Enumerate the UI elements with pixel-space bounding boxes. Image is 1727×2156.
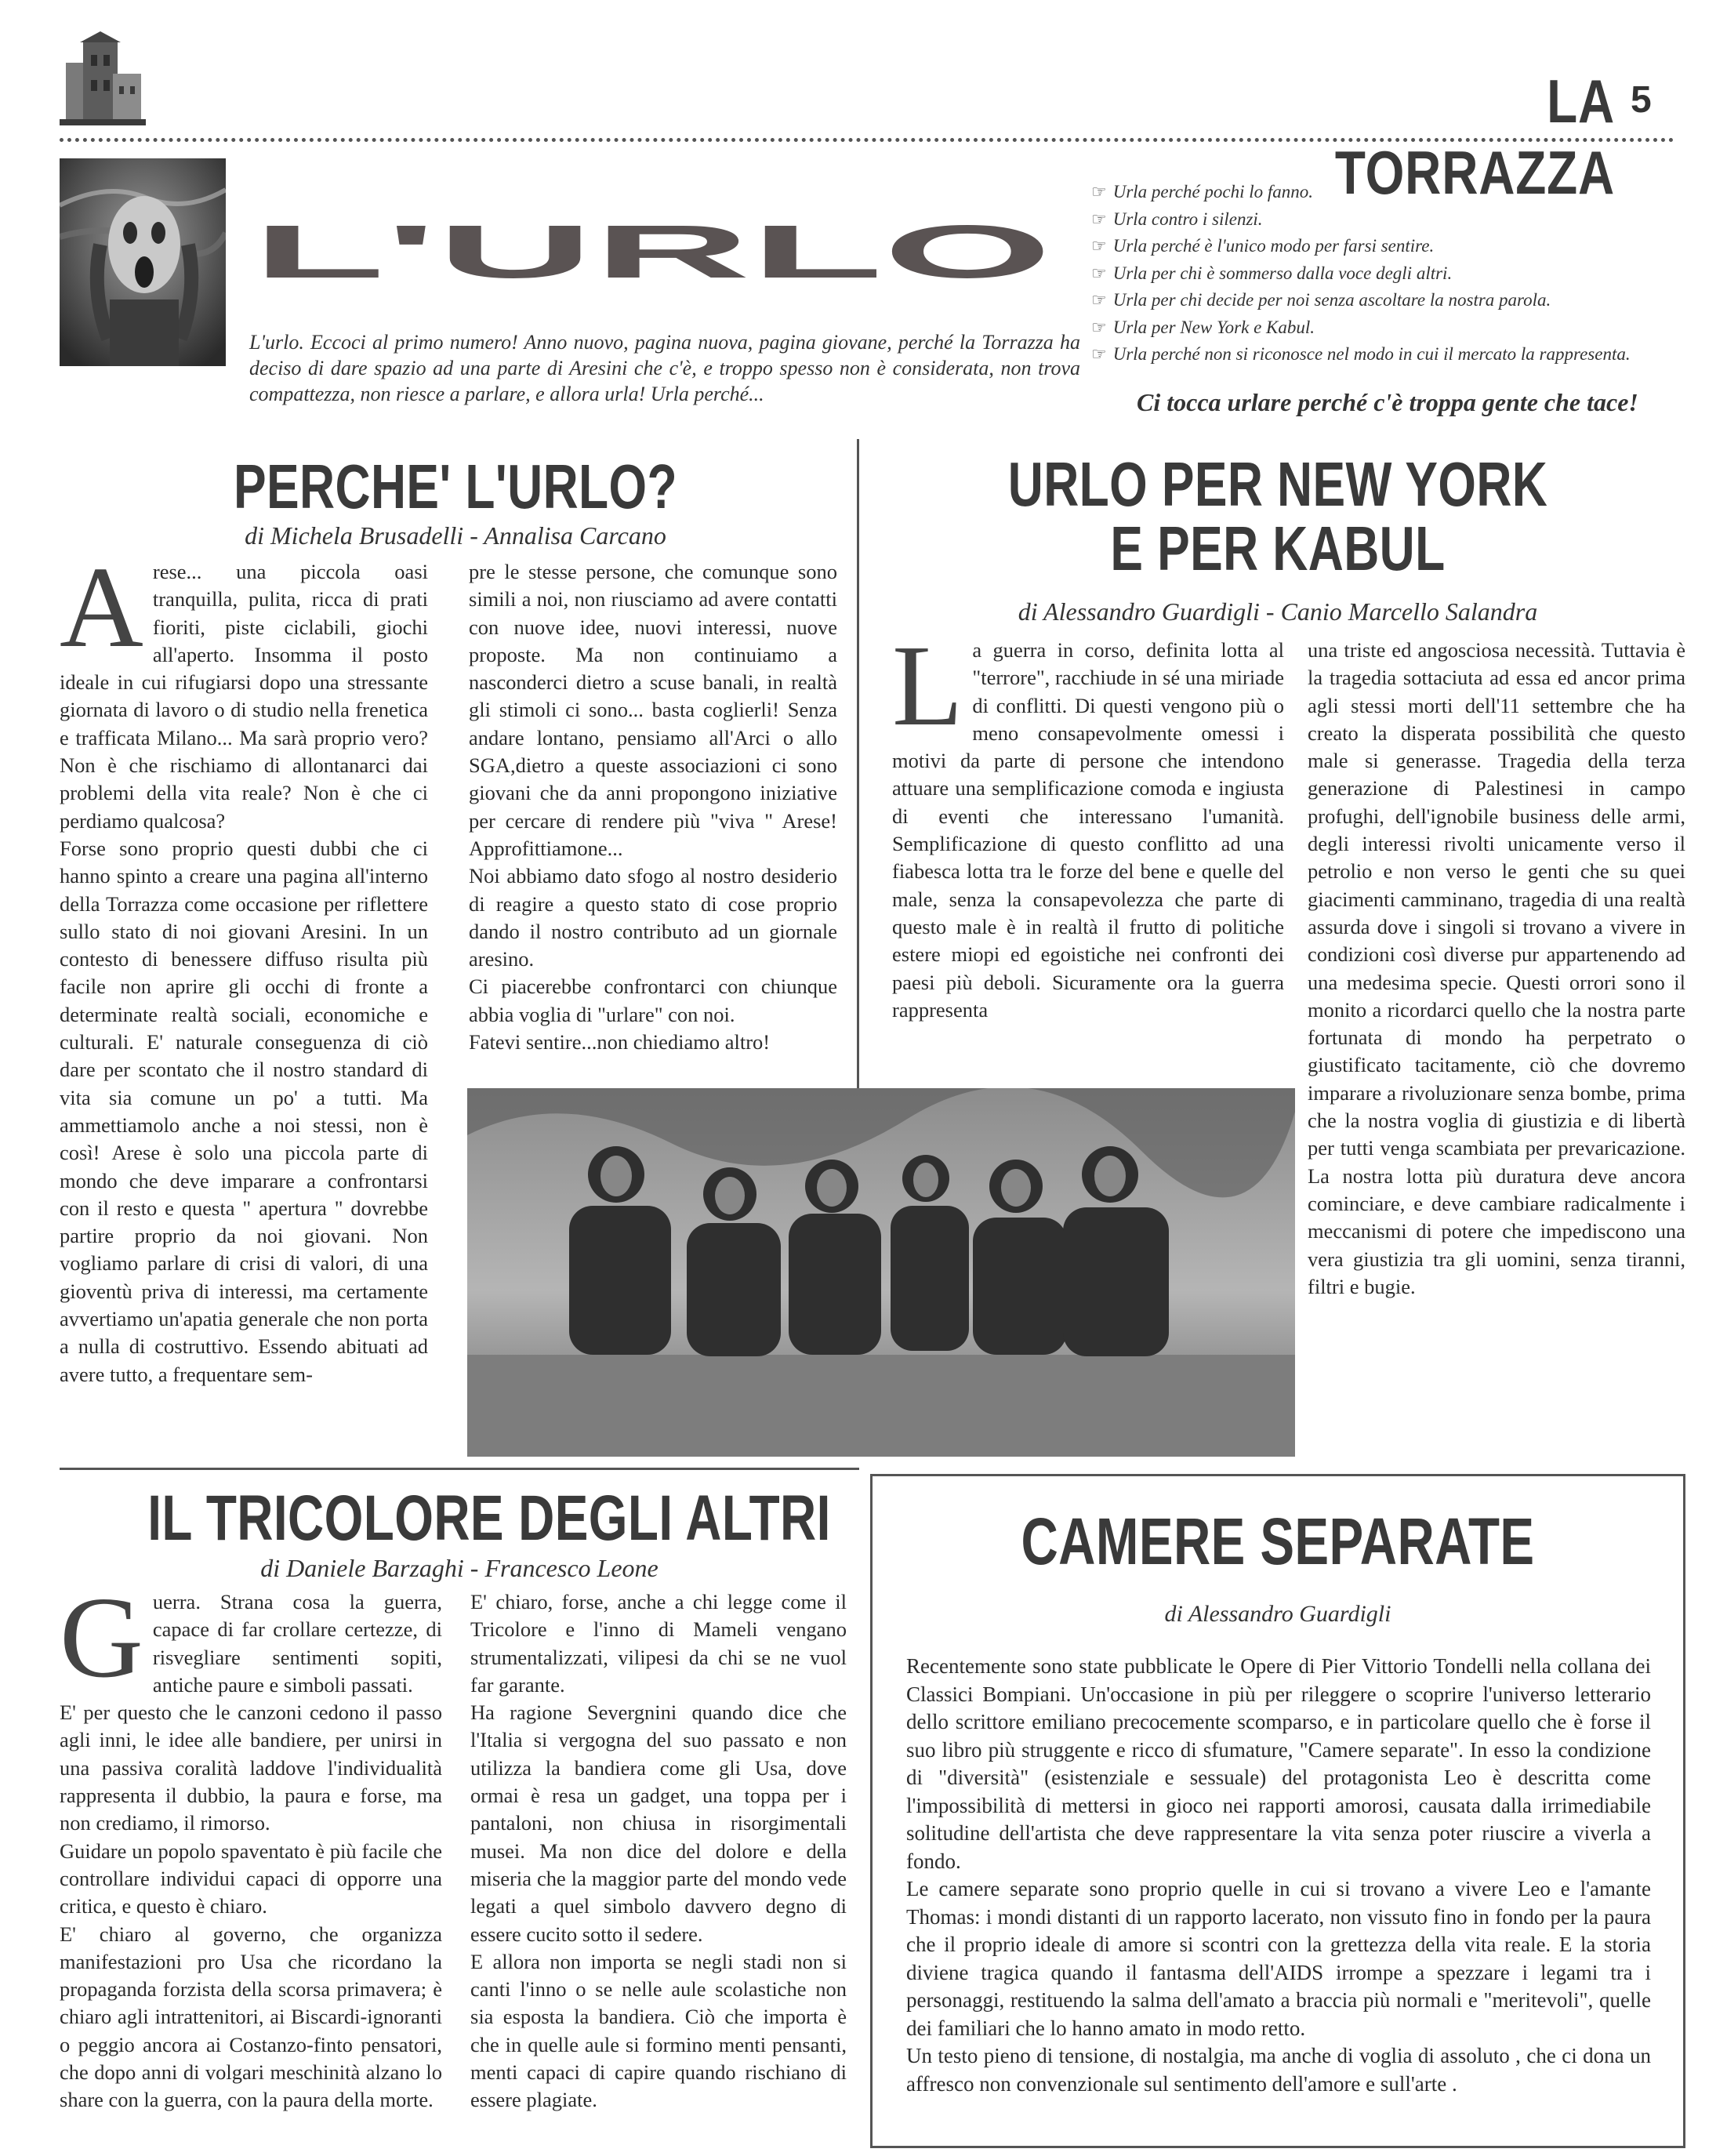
article-paragraph: Guidare un popolo spaventato è più facile che controllare individui capaci di opporre una critica, e questo è chiaro. — [60, 1838, 442, 1918]
urlo-title-text: L'URLO — [252, 210, 1052, 294]
header-divider — [60, 138, 1674, 142]
article-paragraph: Noi abbiamo dato sfogo al nostro desiderio di reagire a questo stato di cose proprio dando il nostro contributo ad un giornale aresino. — [469, 864, 837, 971]
list-item: ☞ Urla perché è l'unico modo per farsi sentire. — [1091, 236, 1435, 256]
article-paragraph: una triste ed angosciosa necessità. Tuttavia è la tragedia sottaciuta ad essa ed ancor prima agli stessi morti dell'11 settembre che ha creato la disperata possibilità che questo male si generasse. Tragedia della terza generazione di Palestinesi in campo profughi, dell'ignobile business delle armi, degli interessi rivolti unicamente verso il petrolio e non verso le genti che su quei giacimenti camminano, tragedia di una realtà assurda dove i singoli si trovano a vivere in condizioni così diverse pur appartenendo ad una medesima specie. Questi orrori sono il monito a ricordarci quello che la nostra parte fortunata di mondo ha perpetrato o giustificato tacitamente, ciò che dovremo imparare a rivoluzionare senza bombe, prima che la nostra voglia di giustizia e di libertà per tutti venga scambiata per prevaricazione. La nostra lotta più duratura deve ancora cominciare, e deve cambiare radicalmente i meccanismi di potere che impediscono una vera giustizia tra gli uomini, senza tiranni, filtri e bugie. — [1308, 638, 1685, 1298]
masthead-title: LA TORRAZZA — [1334, 67, 1615, 207]
pointing-hand-icon: ☞ — [1091, 290, 1107, 310]
article-paragraph: E' per questo che le canzoni cedono il passo agli inni, le idee alle bandiere, per unirsi in una passiva coralità laddove l'individualità rappresenta il dubbio, la paura e forse, ma non crediamo, il rimorso. — [60, 1700, 442, 1835]
list-item: ☞ Urla per New York e Kabul. — [1091, 317, 1315, 337]
urla-list — [1091, 179, 1687, 368]
list-item: ☞ Urla contro i silenzi. — [1091, 209, 1263, 229]
pointing-hand-icon: ☞ — [1091, 236, 1107, 256]
list-item: ☞ Urla per chi è sommerso dalla voce degli altri. — [1091, 263, 1453, 283]
page-number: 5 — [1631, 79, 1652, 121]
byline-newyork: di Alessandro Guardigli - Canio Marcello Salandra — [1018, 597, 1538, 626]
article-paragraph: Fatevi sentire...non chiediamo altro! — [469, 1030, 771, 1054]
article-column — [60, 1573, 442, 2114]
article-paragraph: Un testo pieno di tensione, di nostalgia, ma anche di voglia di assoluto , che ci dona un affresco non convenzionale sul sentimento dell'amore e sull'arte . — [906, 2044, 1651, 2096]
article-paragraph: uerra. Strana cosa la guerra, capace di far crollare certezze, di risvegliare sentimenti sopiti, antiche paure e simboli passati. — [152, 1590, 442, 1697]
list-item: ☞ Urla perché pochi lo fanno. — [1091, 182, 1314, 201]
group-photo-image — [467, 1088, 1295, 1457]
pointing-hand-icon: ☞ — [1091, 317, 1107, 337]
byline-tricolore: di Daniele Barzaghi - Francesco Leone — [260, 1554, 659, 1582]
headline-tricolore: IL TRICOLORE DEGLI ALTRI — [147, 1483, 831, 1554]
drop-cap: L — [892, 622, 963, 750]
torrazza-logo-icon — [60, 31, 146, 125]
pointing-hand-icon: ☞ — [1091, 344, 1107, 364]
article-column — [906, 1653, 1651, 2098]
drop-cap: G — [60, 1573, 143, 1702]
article-paragraph: pre le stesse persone, che comunque sono simili a noi, non riusciamo ad avere contatti con nuove idee, nuovi interessi, nuove proposte. Ma non continuiamo a nasconderci dietro a scuse banali, in realtà gli stimoli ci sono... basta coglierli! Senza andare lontano, pensiamo all'Arci o allo SGA,dietro a queste associazioni ci sono giovani che da anni propongono iniziative per cercare di rendere più "viva " Arese! Approfittiamone... — [469, 560, 837, 860]
byline-camere-separate: di Alessandro Guardigli — [1164, 1601, 1391, 1627]
slogan: Ci tocca urlare perché c'è troppa gente che tace! — [1137, 388, 1638, 416]
pointing-hand-icon: ☞ — [1091, 182, 1107, 201]
article-column — [892, 622, 1284, 1024]
article-column — [470, 1588, 847, 2114]
article-paragraph: Ha ragione Severgnini quando dice che l'Italia si vergogna del suo passato e non utilizza la bandiera come gli Usa, dove ormai è resa un gadget, una toppa per i pantaloni, non chiusa in risorgimentali musei. Ma non dice del dolore e della miseria che la maggior parte del mondo vede legati a quel simbolo davvero degno di essere cucito sotto il sedere. — [470, 1700, 847, 1946]
article-paragraph: E' chiaro, forse, anche a chi legge come il Tricolore e l'inno di Mameli vengano strumentalizzati, vilipesi da chi se ne vuol far garante. — [470, 1590, 847, 1697]
urlo-title-graphic — [235, 160, 1082, 317]
article-column — [1308, 637, 1685, 1301]
pointing-hand-icon: ☞ — [1091, 209, 1107, 229]
the-scream-painting-image — [60, 158, 226, 366]
pointing-hand-icon: ☞ — [1091, 263, 1107, 283]
drop-cap: A — [60, 543, 143, 672]
article-column — [60, 543, 428, 1388]
article-paragraph: Le camere separate sono proprio quelle in cui si trovano a vivere Leo e l'amante Thomas: i mondi distanti di un rapporto lacerato, non vissuto fino in fondo per la paura che il proprio ideale di amore si scontri con la grettezza della vita reale. E la storia diviene tragica quando il fantasma dell'AIDS irrompe a spezzare i legami tra i personaggi, restituendo la salma dell'amato a braccia più normali e "meritevoli", quelle dei familiari che lo hanno amato in modo retto. — [906, 1877, 1651, 2040]
column-divider — [857, 439, 859, 1121]
section-divider — [60, 1468, 859, 1470]
headline-perche-lurlo: PERCHE' L'URLO? — [234, 452, 677, 521]
article-paragraph: rese... una piccola oasi tranquilla, pulita, ricca di prati fioriti, piste ciclabili, giochi all'aperto. Insomma il posto ideale in cui rifugiarsi dopo una stressante giornata di lavoro o di studio nella frenetica e trafficata Milano... Ma sarà proprio vero? Non è che rischiamo di allontanarci dai problemi della vita reale? Non è che ci perdiamo qualcosa? — [60, 560, 428, 833]
byline-perche-lurlo: di Michela Brusadelli - Annalisa Carcano — [245, 521, 666, 550]
article-paragraph: Forse sono proprio questi dubbi che ci hanno spinto a creare una pagina all'interno della Torrazza come occasione per riflettere sullo stato di noi giovani Aresini. In un contesto di benessere diffuso risulta più facile non aprire gli occhi di fronte a determinate realtà sociali, economiche e culturali. E' naturale conseguenza di ciò dare per scontato che il nostro standard di vita sia comune un po' a tutti. Ma ammettiamolo anche a noi stessi, non è così! Arese è solo una piccola parte di mondo che deve imparare a confrontarsi con il resto e questa " apertura " dovrebbe partire proprio da noi giovani. Non vogliamo parlare di crisi di valori, di una gioventù priva di interessi, ma certamente avvertiamo un'apatia generale che non porta a nulla di costruttivo. Essendo abituati ad avere tutto, a frequentare sem- — [60, 836, 428, 1386]
article-column — [469, 558, 837, 1056]
list-item: ☞ Urla perché non si riconosce nel modo in cui il mercato la rappresenta. — [1091, 344, 1631, 364]
article-paragraph: E' chiaro al governo, che organizza manifestazioni pro Usa che ricordano la propaganda forzista della scorsa primavera; è chiaro agli intrattenitori, ai Biscardi-ignoranti o peggio ancora ai Costanzo-finto pensatori, che dopo anni di volgari meschinità alzano lo share con la guerra, con la paura della morte. — [60, 1922, 442, 2112]
headline-newyork-line2: E PER KABUL — [1110, 514, 1446, 583]
article-paragraph: E allora non importa se negli stadi non si canti l'inno o se nelle aule scolastiche non sia esposta la bandiera. Ciò che importa è che in quelle aule si formino menti pensanti, menti capaci di capire quando rischiano di essere plagiate. — [470, 1949, 847, 2112]
article-paragraph: Ci piacerebbe confrontarci con chiunque abbia voglia di "urlare" con noi. — [469, 975, 837, 1026]
article-paragraph: a guerra in corso, definita lotta al "terrore", racchiude in sé una miriade di conflitti. Di questi vengono più o meno consapevolmente omessi i motivi da parte di persone che intendono attuare una semplificazione comoda e ingiusta di eventi che interessano l'umanità. Semplificazione di questo conflitto ad una fiabesca lotta tra le forze del bene e quelle del male, senza la consapevolezza che parte di questo male è in realtà il frutto di politiche estere miopi ed egoistiche nei confronti dei paesi più deboli. Sicuramente ora la guerra rappresenta — [892, 638, 1284, 1022]
headline-newyork-line1: URLO PER NEW YORK — [1007, 449, 1548, 519]
list-item: ☞ Urla per chi decide per noi senza ascoltare la nostra parola. — [1091, 290, 1551, 310]
intro-paragraph: L'urlo. Eccoci al primo numero! Anno nuovo, pagina nuova, pagina giovane, perché la Torrazza ha deciso di dare spazio ad una parte di Aresini che c'è, e troppo spesso non è considerata, non trova compattezza, non riesce a parlare, e allora urla! Urla perché... — [249, 331, 1080, 405]
article-paragraph: Recentemente sono state pubblicate le Opere di Pier Vittorio Tondelli nella collana dei Classici Bompiani. Un'occasione in più per rileggere o scoprire l'universo letterario dello scrittore emiliano precocemente scomparso, e in particolare quello che è forse il suo libro più struggente e ricco di sfumature, "Camere separate". In esso la condizione di "diversità" (esistenziale e sessuale) del protagonista Leo è descritta come l'impossibilità di mettersi in gioco nei rapporti amorosi, causata dalla irrimediabile solitudine dell'artista che deve rappresentare la vita senza poter riuscire a viverla a fondo. — [906, 1654, 1651, 1873]
headline-camere-separate: CAMERE SEPARATE — [1021, 1504, 1535, 1578]
